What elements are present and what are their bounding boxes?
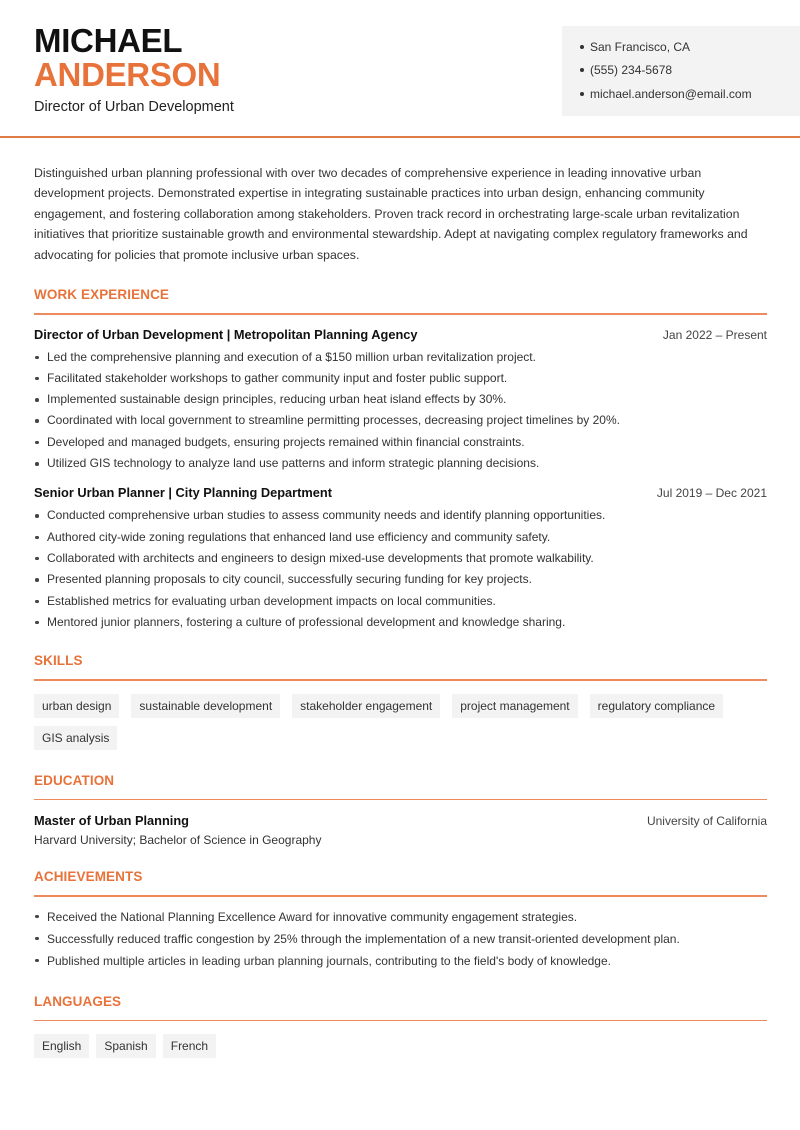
bullet-item: Mentored junior planners, fostering a culture of professional development and knowledge sharing. <box>34 612 767 633</box>
contact-location <box>580 35 800 59</box>
contact-box <box>562 26 800 116</box>
bullet-item: Utilized GIS technology to analyze land use patterns and inform strategic planning decisions. <box>34 453 767 474</box>
section-divider <box>34 1020 767 1022</box>
job-bullets <box>34 347 767 475</box>
language-tag: French <box>163 1034 216 1058</box>
bullet-item: Coordinated with local government to streamline permitting processes, decreasing project timelines by 20%. <box>34 410 767 431</box>
candidate-name <box>34 24 220 92</box>
bullet-item: Successfully reduced traffic congestion by 25% through the implementation of a new transit-oriented development plan. <box>34 928 767 950</box>
job-bullets <box>34 505 767 633</box>
bullet-item: Received the National Planning Excellence Award for innovative community engagement strategies. <box>34 906 767 928</box>
last-name: ANDERSON <box>34 56 221 93</box>
skill-tag: GIS analysis <box>34 726 117 750</box>
language-tag: Spanish <box>96 1034 155 1058</box>
education-detail: Harvard University; Bachelor of Science in Geography <box>34 833 322 848</box>
section-divider <box>34 679 767 681</box>
bullet-item: Established metrics for evaluating urban development impacts on local communities. <box>34 591 767 612</box>
bullet-item: Conducted comprehensive urban studies to assess community needs and identify planning opportunities. <box>34 505 767 526</box>
bullet-item: Implemented sustainable design principles, reducing urban heat island effects by 30%. <box>34 389 767 410</box>
job-date: Jul 2019 – Dec 2021 <box>656 486 767 501</box>
languages-section <box>34 994 767 1059</box>
language-tag: English <box>34 1034 89 1058</box>
section-heading: ACHIEVEMENTS <box>34 869 143 885</box>
skill-tags <box>34 694 767 750</box>
skill-tag: urban design <box>34 694 119 718</box>
job-title-subtitle: Director of Urban Development <box>34 99 234 115</box>
bullet-item: Collaborated with architects and engineers to design mixed-use developments that promote walkability. <box>34 548 767 569</box>
job-title: Director of Urban Development | Metropolitan Planning Agency <box>34 326 418 342</box>
achievements-section <box>34 869 767 972</box>
job-date: Jan 2022 – Present <box>662 327 767 342</box>
education-section <box>34 773 767 848</box>
section-heading: SKILLS <box>34 653 83 669</box>
contact-phone <box>580 59 800 83</box>
contact-email-text: michael.anderson@email.com <box>590 86 752 101</box>
resume-header <box>0 0 800 138</box>
skill-tag: project management <box>452 694 577 718</box>
job-entry <box>34 485 767 633</box>
bullet-item: Developed and managed budgets, ensuring projects remained within financial constraints. <box>34 432 767 453</box>
bullet-item: Authored city-wide zoning regulations that enhanced land use efficiency and community safety. <box>34 527 767 548</box>
section-divider <box>34 313 767 315</box>
bullet-item: Facilitated stakeholder workshops to gather community input and foster public support. <box>34 368 767 389</box>
bullet-dot-icon <box>580 92 584 96</box>
contact-email <box>580 82 800 106</box>
skills-section <box>34 653 767 750</box>
bullet-dot-icon <box>580 68 584 72</box>
bullet-item: Led the comprehensive planning and execution of a $150 million urban revitalization project. <box>34 347 767 368</box>
education-degree: Master of Urban Planning <box>34 813 189 829</box>
section-divider <box>34 895 767 897</box>
bullet-dot-icon <box>580 45 584 49</box>
bullet-item: Presented planning proposals to city council, successfully securing funding for key projects. <box>34 569 767 590</box>
achievement-bullets <box>34 906 767 972</box>
job-title: Senior Urban Planner | City Planning Department <box>34 485 332 501</box>
first-name: MICHAEL <box>34 22 183 59</box>
skill-tag: stakeholder engagement <box>292 694 440 718</box>
contact-location-text: San Francisco, CA <box>590 39 691 54</box>
bullet-item: Published multiple articles in leading urban planning journals, contributing to the field's body of knowledge. <box>34 950 767 972</box>
work-experience-section <box>34 287 767 633</box>
resume-body <box>34 138 767 1058</box>
education-school: University of California <box>646 814 767 829</box>
section-heading: EDUCATION <box>34 772 115 788</box>
skill-tag: sustainable development <box>131 694 280 718</box>
section-heading: WORK EXPERIENCE <box>34 287 170 303</box>
language-tags <box>34 1034 767 1058</box>
job-entry <box>34 327 767 475</box>
contact-phone-text: (555) 234-5678 <box>590 63 673 78</box>
professional-summary: Distinguished urban planning professional with over two decades of comprehensive experience in leading innovative urban development projects. Demonstrated expertise in integrating sustainable practices into urban design, enhancing community engagement, and fostering collaboration among stakeholders. Proven track record in orchestrating large-scale urban revitalization initiatives that prioritize sustainable growth and environmental stewardship. Adept at navigating complex regulatory frameworks and advocating for policies that promote inclusive urban spaces. <box>34 166 748 262</box>
section-heading: LANGUAGES <box>34 993 122 1009</box>
skill-tag: regulatory compliance <box>590 694 723 718</box>
section-divider <box>34 799 767 801</box>
